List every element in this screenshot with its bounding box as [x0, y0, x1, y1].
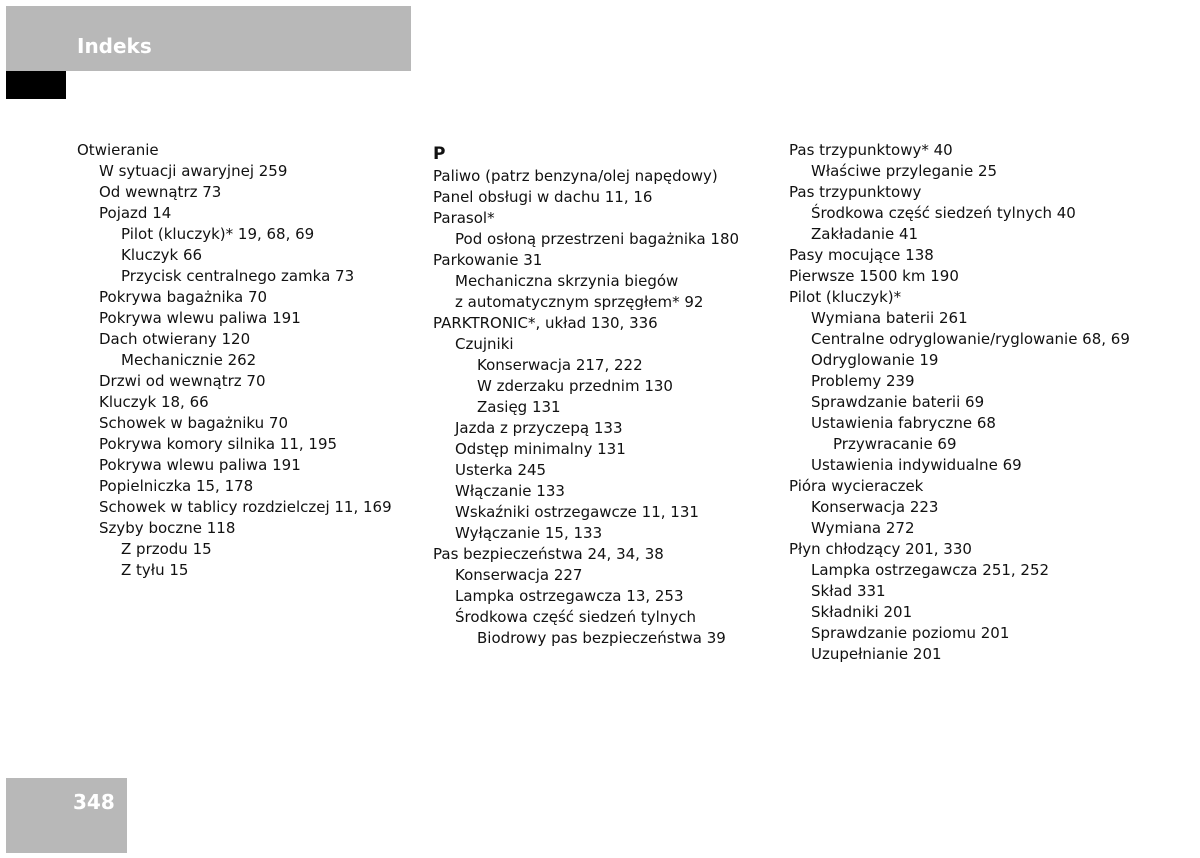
index-entry: Konserwacja 217, 222	[477, 356, 643, 374]
index-entry: Szyby boczne 118	[99, 519, 236, 537]
index-entry: Składniki 201	[811, 603, 913, 621]
index-entry: Kluczyk 18, 66	[99, 393, 209, 411]
index-entry: Mechanicznie 262	[121, 351, 257, 369]
index-entry: Wymiana 272	[811, 519, 915, 537]
index-entry: Przywracanie 69	[833, 435, 957, 453]
index-entry: Skład 331	[811, 582, 886, 600]
index-entry: Przycisk centralnego zamka 73	[121, 267, 355, 285]
index-entry: Z przodu 15	[121, 540, 212, 558]
page-title: Indeks	[77, 34, 152, 58]
index-entry: Włączanie 133	[455, 482, 565, 500]
index-entry: W zderzaku przednim 130	[477, 377, 673, 395]
index-entry: Pilot (kluczyk)* 19, 68, 69	[121, 225, 315, 243]
index-entry: Lampka ostrzegawcza 251, 252	[811, 561, 1050, 579]
index-entry: Uzupełnianie 201	[811, 645, 942, 663]
index-entry: Pokrywa wlewu paliwa 191	[99, 456, 301, 474]
index-entry: Czujniki	[455, 335, 514, 353]
index-entry: z automatycznym sprzęgłem* 92	[455, 293, 704, 311]
index-letter-heading: P	[433, 144, 446, 164]
index-entry: Otwieranie	[77, 141, 159, 159]
index-entry: Jazda z przyczepą 133	[455, 419, 623, 437]
section-marker-bar	[6, 71, 66, 99]
index-entry: Lampka ostrzegawcza 13, 253	[455, 587, 684, 605]
index-entry: Pióra wycieraczek	[789, 477, 924, 495]
index-entry: Pasy mocujące 138	[789, 246, 934, 264]
index-entry: Odryglowanie 19	[811, 351, 939, 369]
index-entry: Sprawdzanie poziomu 201	[811, 624, 1010, 642]
index-entry: Wyłączanie 15, 133	[455, 524, 603, 542]
index-entry: Środkowa część siedzeń tylnych	[455, 608, 696, 626]
index-entry: Dach otwierany 120	[99, 330, 251, 348]
index-column-2	[433, 140, 739, 649]
index-entry: Odstęp minimalny 131	[455, 440, 626, 458]
index-entry: Panel obsługi w dachu 11, 16	[433, 188, 653, 206]
index-entry: Płyn chłodzący 201, 330	[789, 540, 972, 558]
page-number: 348	[73, 790, 115, 814]
index-entry: Pas trzypunktowy	[789, 183, 922, 201]
index-entry: Ustawienia indywidualne 69	[811, 456, 1022, 474]
index-entry: Kluczyk 66	[121, 246, 203, 264]
index-entry: Pokrywa komory silnika 11, 195	[99, 435, 338, 453]
index-column-3	[789, 140, 1130, 665]
index-column-1	[77, 140, 392, 581]
index-entry: Wymiana baterii 261	[811, 309, 968, 327]
index-entry: Mechaniczna skrzynia biegów	[455, 272, 679, 290]
index-entry: Pojazd 14	[99, 204, 172, 222]
index-entry: Centralne odryglowanie/ryglowanie 68, 69	[811, 330, 1130, 348]
index-entry: Sprawdzanie baterii 69	[811, 393, 985, 411]
index-entry: Konserwacja 223	[811, 498, 939, 516]
index-entry: Schowek w tablicy rozdzielczej 11, 169	[99, 498, 392, 516]
index-entry: Drzwi od wewnątrz 70	[99, 372, 266, 390]
index-entry: Konserwacja 227	[455, 566, 583, 584]
index-entry: Pokrywa bagażnika 70	[99, 288, 268, 306]
index-entry: Zasięg 131	[477, 398, 561, 416]
index-entry: Pas bezpieczeństwa 24, 34, 38	[433, 545, 664, 563]
index-entry: Wskaźniki ostrzegawcze 11, 131	[455, 503, 699, 521]
index-entry: Pas trzypunktowy* 40	[789, 141, 953, 159]
index-entry: Pierwsze 1500 km 190	[789, 267, 959, 285]
index-entry: Od wewnątrz 73	[99, 183, 222, 201]
index-entry: Usterka 245	[455, 461, 547, 479]
index-entry: Schowek w bagażniku 70	[99, 414, 289, 432]
index-entry: Pilot (kluczyk)*	[789, 288, 902, 306]
index-entry: Zakładanie 41	[811, 225, 919, 243]
index-entry: Problemy 239	[811, 372, 915, 390]
index-entry: Ustawienia fabryczne 68	[811, 414, 996, 432]
index-entry: Parkowanie 31	[433, 251, 543, 269]
index-entry: Pod osłoną przestrzeni bagażnika 180	[455, 230, 740, 248]
index-entry: PARKTRONIC*, układ 130, 336	[433, 314, 658, 332]
index-entry: Właściwe przyleganie 25	[811, 162, 998, 180]
index-entry: Pokrywa wlewu paliwa 191	[99, 309, 301, 327]
index-entry: Środkowa część siedzeń tylnych 40	[811, 204, 1076, 222]
index-entry: Z tyłu 15	[121, 561, 189, 579]
index-entry: Parasol*	[433, 209, 495, 227]
index-entry: Biodrowy pas bezpieczeństwa 39	[477, 629, 726, 647]
index-entry: Popielniczka 15, 178	[99, 477, 254, 495]
header-tab	[6, 6, 411, 71]
index-entry: W sytuacji awaryjnej 259	[99, 162, 288, 180]
index-entry: Paliwo (patrz benzyna/olej napędowy)	[433, 167, 718, 185]
